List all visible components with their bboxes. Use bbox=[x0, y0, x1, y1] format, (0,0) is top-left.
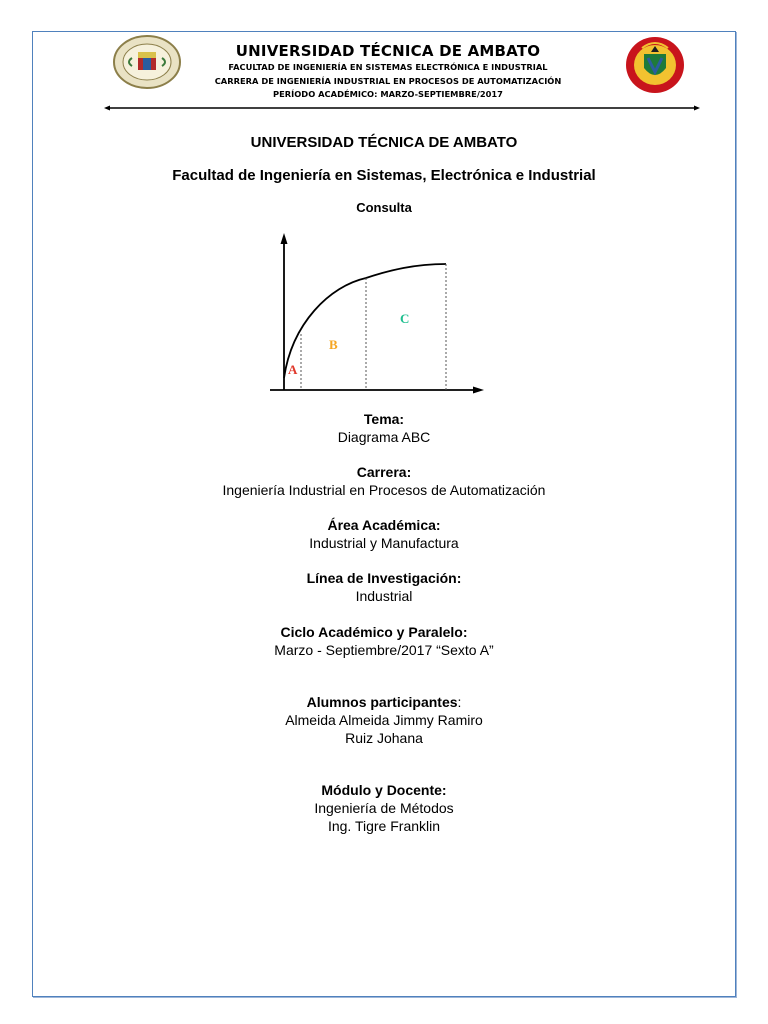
field-modulo bbox=[0, 781, 768, 835]
carrera-value: Ingeniería Industrial en Procesos de Automatización bbox=[222, 482, 546, 498]
alumno-1: Almeida Almeida Jimmy Ramiro bbox=[285, 712, 483, 728]
letterhead-career: CARRERA DE INGENIERÍA INDUSTRIAL EN PROCESOS DE AUTOMATIZACIÓN bbox=[214, 75, 562, 86]
field-area bbox=[0, 516, 768, 552]
linea-value: Industrial bbox=[355, 588, 413, 604]
label-b: B bbox=[329, 337, 338, 352]
alumno-2: Ruiz Johana bbox=[345, 730, 423, 746]
tema-value: Diagrama ABC bbox=[337, 429, 431, 445]
faculty-shield-icon bbox=[624, 34, 686, 94]
abc-diagram bbox=[270, 228, 490, 398]
field-tema bbox=[0, 410, 768, 446]
letterhead-faculty: FACULTAD DE INGENIERÍA EN SISTEMAS ELECTRÓNICA E INDUSTRIAL bbox=[228, 62, 548, 72]
area-label: Área Académica: bbox=[327, 517, 441, 533]
field-alumnos bbox=[0, 693, 768, 747]
tema-label: Tema: bbox=[363, 411, 405, 427]
letterhead bbox=[0, 0, 768, 120]
x-axis-arrow bbox=[473, 387, 484, 394]
label-c: C bbox=[400, 311, 410, 326]
carrera-label: Carrera: bbox=[356, 464, 412, 480]
ciclo-label: Ciclo Académico y Paralelo: bbox=[280, 624, 468, 640]
cover-doc-type: Consulta bbox=[356, 200, 412, 215]
field-linea bbox=[0, 569, 768, 605]
alumnos-colon: : bbox=[457, 694, 462, 710]
area-value: Industrial y Manufactura bbox=[309, 535, 459, 551]
y-axis-arrow bbox=[281, 233, 288, 244]
cover-faculty-title: Facultad de Ingeniería en Sistemas, Electrónica e Industrial bbox=[172, 167, 596, 184]
cover-university-title: UNIVERSIDAD TÉCNICA DE AMBATO bbox=[250, 134, 518, 151]
field-ciclo bbox=[0, 623, 758, 659]
linea-label: Línea de Investigación: bbox=[306, 570, 462, 586]
label-a: A bbox=[288, 362, 298, 377]
field-carrera bbox=[0, 463, 768, 499]
ciclo-value: Marzo - Septiembre/2017 “Sexto A” bbox=[274, 642, 494, 658]
letterhead-period: PERÍODO ACADÉMICO: MARZO-SEPTIEMBRE/2017 bbox=[273, 89, 503, 99]
header-divider bbox=[104, 104, 700, 112]
letterhead-university: UNIVERSIDAD TÉCNICA DE AMBATO bbox=[235, 42, 541, 60]
university-seal-icon bbox=[112, 34, 182, 90]
abc-curve bbox=[284, 264, 446, 378]
modulo-value: Ingeniería de Métodos bbox=[314, 800, 454, 816]
docente-value: Ing. Tigre Franklin bbox=[327, 818, 441, 834]
modulo-label: Módulo y Docente: bbox=[321, 782, 447, 798]
alumnos-label: Alumnos participantes bbox=[306, 694, 458, 710]
